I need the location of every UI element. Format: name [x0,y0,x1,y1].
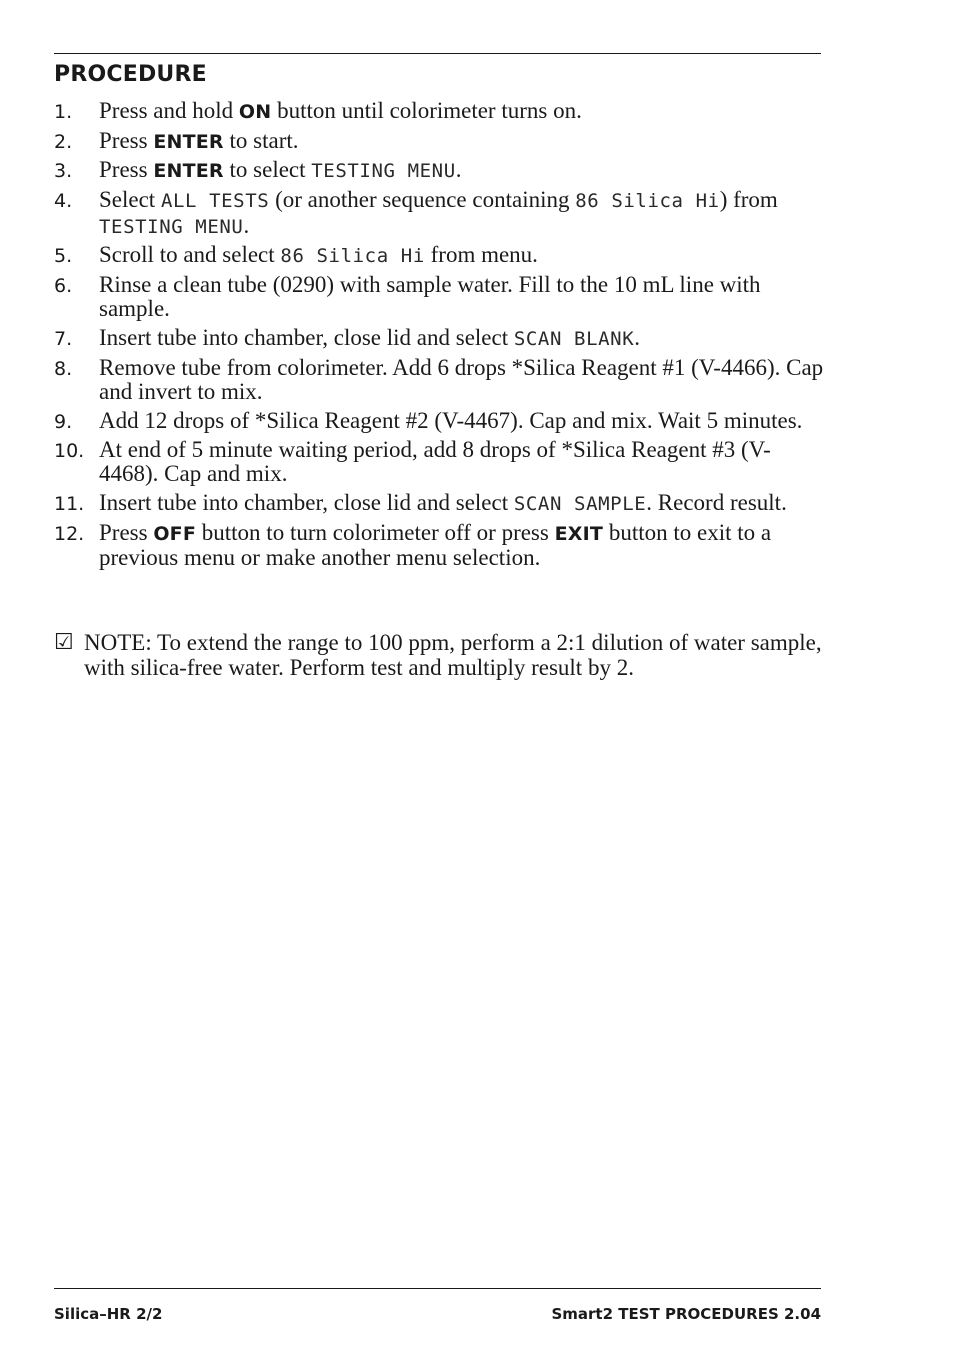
step-text: button until colorimeter turns on. [271,98,582,123]
display-text: TESTING MENU [311,160,456,183]
step-number: 7. [54,328,73,351]
procedure-steps [54,99,824,575]
step-text: button to turn colorimeter off or press [196,519,555,545]
step-number: 10. [54,439,85,462]
step-text: . [243,212,250,238]
step-number: 3. [54,160,73,183]
display-text: ALL TESTS [160,190,270,213]
step-4 [54,188,824,239]
step-text: ) from [719,187,778,213]
display-text: TESTING MENU [99,215,244,238]
display-text: 86 Silica Hi [280,245,425,268]
key-enter: ENTER [153,160,224,183]
step-2 [54,129,824,155]
step-text: Press [99,157,154,183]
step-text: Add 12 drops of *Silica Reagent #2 (V-4467). Cap and mix. Wait 5 minutes. [99,408,803,433]
step-number: 2. [54,130,73,153]
step-number: 6. [54,274,73,297]
step-number: 8. [54,357,73,380]
footer-manual-label: Smart2 TEST PROCEDURES 2.04 [551,1305,821,1323]
step-text: Rinse a clean tube (0290) with sample water. Fill to the 10 mL line with sample. [99,271,761,322]
display-text: 86 Silica Hi [575,190,720,213]
procedure-heading: PROCEDURE [54,62,207,87]
step-number: 9. [54,411,73,433]
display-text: SCAN SAMPLE [513,492,647,515]
key-on: ON [238,101,272,123]
top-rule [54,53,821,54]
step-text: Press [99,127,154,153]
step-1 [54,99,824,125]
note-text: NOTE: To extend the range to 100 ppm, perform a 2:1 dilution of water sample, with silica-free water. Perform test and multiply result by 2. [84,630,822,680]
step-text: to select [223,157,312,183]
step-number: 1. [54,101,73,123]
step-text: . Record result. [646,489,787,515]
step-10 [54,438,824,487]
step-8 [54,356,824,405]
checkbox-checked-icon: ☑ [54,630,74,655]
footer-page-label: Silica–HR 2/2 [54,1305,163,1323]
step-text: from menu. [424,242,538,268]
step-number: 12. [54,522,85,545]
step-text: . [634,325,640,351]
step-text: to start. [223,127,299,153]
key-off: OFF [153,522,197,545]
step-text: Scroll to and select [99,242,281,268]
step-text: Press and hold [99,98,239,123]
step-text: (or another sequence containing [269,187,576,213]
display-text: SCAN BLANK [513,328,635,351]
bottom-rule [54,1288,821,1289]
key-enter: ENTER [153,130,224,153]
step-text: At end of 5 minute waiting period, add 8 drops of *Silica Reagent #3 (V-4468). Cap and mix. [99,436,771,487]
step-3 [54,158,824,184]
step-text: Remove tube from colorimeter. Add 6 drops *Silica Reagent #1 (V-4466). Cap and invert to mix. [99,354,824,405]
step-text: . [455,157,462,183]
step-5 [54,243,824,269]
step-12 [54,521,824,571]
note [54,630,844,680]
step-9 [54,409,824,434]
step-6 [54,273,824,322]
step-text: Insert tube into chamber, close lid and select [99,325,514,351]
step-7 [54,326,824,352]
step-11 [54,491,824,517]
step-text: Press [99,519,154,545]
step-number: 5. [54,245,73,268]
step-text: button to exit to a previous menu or make another menu selection. [99,519,772,571]
step-number: 11. [54,492,85,515]
step-text: Select [99,187,161,213]
step-number: 4. [54,190,73,213]
step-text: Insert tube into chamber, close lid and select [99,489,514,515]
key-exit: EXIT [554,522,604,545]
